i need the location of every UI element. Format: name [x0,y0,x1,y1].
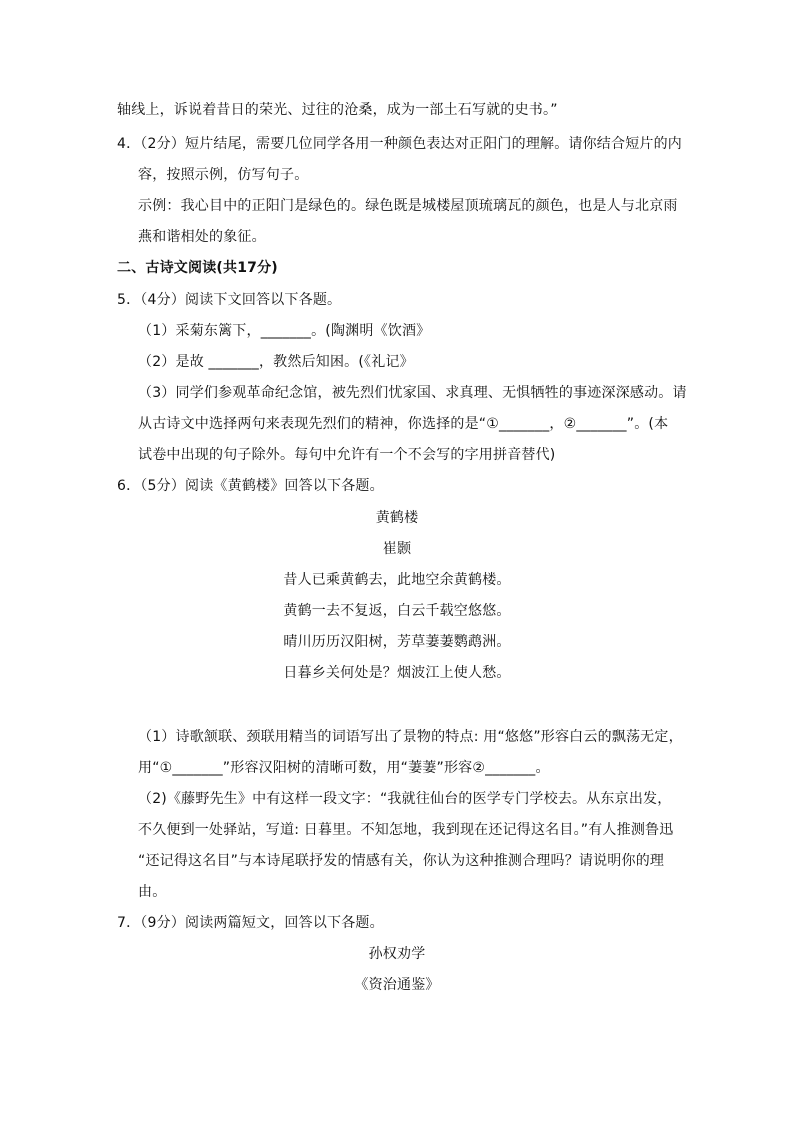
q4-example-line-2: 燕和谐相处的象征。 [138,229,266,245]
poem-author: 崔颢 [382,541,412,557]
poem-line-1: 昔人已乘黄鹤去，此地空余黄鹤楼。 [283,572,511,588]
q6-sub2-line-2: 不久便到一处驿站，写道: 日暮里。不知怎地，我到现在还记得这名目。”有人推测鲁迅 [138,822,674,838]
poem-line-4: 日暮乡关何处是？烟波江上使人愁。 [283,665,511,681]
q7-passage-source: 《资治通鉴》 [354,977,440,993]
q5-sub3-line-3: 试卷中出现的句子除外。每句中允许有一个不会写的字用拼音替代) [138,447,556,463]
q6-sub1-line-2: 用“①_______”形容汉阳树的清晰可数，用“萋萋”形容②_______。 [138,760,550,776]
q6-sub2-line-4: 由。 [138,884,167,900]
q7-passage-title: 孙权劝学 [368,946,426,962]
q3-tail-text: 轴线上，诉说着昔日的荣光、过往的沧桑，成为一部土石写就的史书。” [117,102,558,118]
q4-example-line-1: 示例：我心目中的正阳门是绿色的。绿色既是城楼屋顶琉璃瓦的颜色，也是人与北京雨 [138,198,678,214]
q5-line-1: 5．（4分）阅读下文回答以下各题。 [117,292,342,308]
q6-sub2-line-1: （2)《藤野先生》中有这样一段文字：“我就往仙台的医学专门学校去。从东京出发， [138,791,672,807]
q5-sub1: （1）采菊东篱下，_______。(陶渊明《饮酒》 [138,323,431,339]
poem-title: 黄鹤楼 [375,510,419,526]
q6-sub2-line-3: “还记得这名目”与本诗尾联抒发的情感有关，你认为这种推测合理吗？请说明你的理 [138,853,665,869]
q5-sub3-line-1: （3）同学们参观革命纪念馆，被先烈们忧家国、求真理、无惧牺牲的事迹深深感动。请 [138,385,687,401]
q4-line-1: 4．（2分）短片结尾，需要几位同学各用一种颜色表达对正阳门的理解。请你结合短片的内 [117,136,683,152]
q5-sub2: （2）是故 _______，教然后知困。(《礼记》 [138,354,414,370]
q4-line-2: 容，按照示例，仿写句子。 [138,167,309,183]
q7-line-1: 7．（9分）阅读两篇短文，回答以下各题。 [117,915,384,931]
q6-line-1: 6．（5分）阅读《黄鹤楼》回答以下各题。 [117,478,384,494]
q6-sub1-line-1: （1）诗歌颔联、颈联用精当的词语写出了景物的特点: 用“悠悠”形容白云的飘荡无定， [138,729,683,745]
poem-line-3: 晴川历历汉阳树，芳草萋萋鹦鹉洲。 [283,634,511,650]
poem-line-2: 黄鹤一去不复返，白云千载空悠悠。 [283,603,511,619]
q5-sub3-line-2: 从古诗文中选择两句来表现先烈们的精神，你选择的是“①_______，②_______”。(本 [138,416,669,432]
section-2-title: 二、古诗文阅读(共17分) [117,260,278,276]
